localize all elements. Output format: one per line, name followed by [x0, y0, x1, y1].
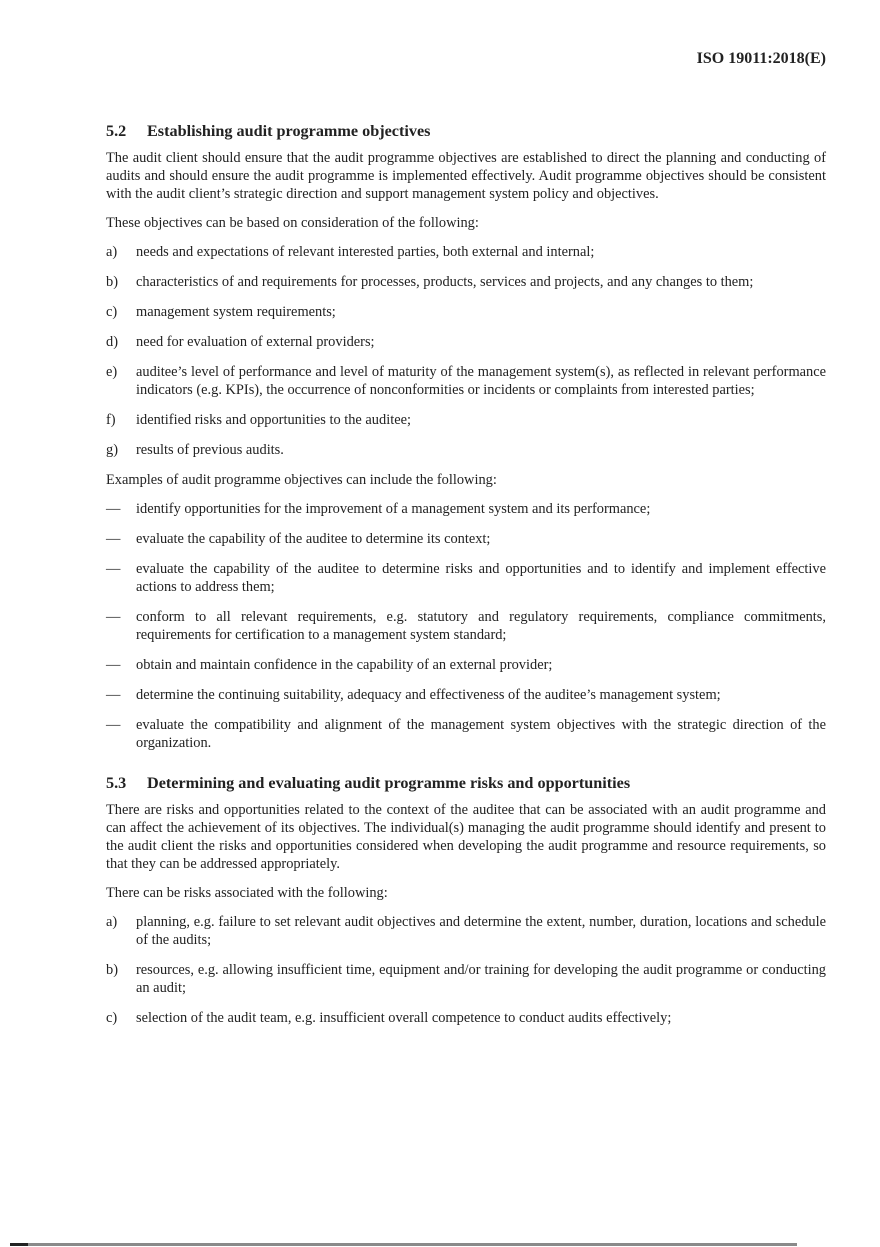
list-item [106, 1009, 826, 1027]
list-item [106, 303, 826, 321]
list-marker: a) [106, 244, 118, 260]
dash-marker: — [106, 717, 121, 733]
section-5-2-heading [106, 122, 826, 140]
list-text: needs and expectations of relevant interested parties, both external and internal; [136, 244, 595, 260]
dash-marker: — [106, 561, 121, 577]
list-item [106, 913, 826, 949]
list-text: identify opportunities for the improvement of a management system and its performance; [136, 501, 651, 517]
list-text: determine the continuing suitability, adequacy and effectiveness of the auditee’s management system; [136, 687, 721, 703]
list-text: resources, e.g. allowing insufficient time, equipment and/or training for developing the audit programme or conducting an audit; [136, 962, 826, 996]
list-text: characteristics of and requirements for processes, products, services and projects, and any changes to them; [136, 274, 754, 290]
list-item [106, 441, 826, 459]
list-text: management system requirements; [136, 304, 336, 320]
section-title: Establishing audit programme objectives [147, 122, 431, 140]
dash-list-item [106, 686, 826, 704]
list-text: results of previous audits. [136, 442, 284, 458]
list-marker: e) [106, 364, 118, 380]
list-item [106, 411, 826, 429]
list-text: need for evaluation of external providers; [136, 334, 375, 350]
list-marker: c) [106, 304, 118, 320]
list-item [106, 243, 826, 261]
list-text: auditee’s level of performance and level of maturity of the management system(s), as reflected in relevant performance indicators (e.g. KPIs), the occurrence of nonconformities or incidents or complaints from interested parties; [136, 364, 826, 398]
list-marker: b) [106, 274, 118, 290]
list-text: conform to all relevant requirements, e.g. statutory and regulatory requirements, compliance commitments, requirements for certification to a management system standard; [136, 609, 826, 643]
horizontal-scrollbar[interactable] [10, 1243, 797, 1246]
dash-marker: — [106, 501, 121, 517]
list-marker: b) [106, 962, 118, 978]
list-item [106, 333, 826, 351]
document-id-header: ISO 19011:2018(E) [696, 50, 826, 67]
scrollbar-thumb[interactable] [10, 1243, 28, 1246]
list-text: obtain and maintain confidence in the capability of an external provider; [136, 657, 553, 673]
list-item [106, 363, 826, 399]
list-text: evaluate the compatibility and alignment of the management system objectives with the strategic direction of the organization. [136, 717, 826, 751]
dash-marker: — [106, 687, 121, 703]
list-text: selection of the audit team, e.g. insufficient overall competence to conduct audits effectively; [136, 1010, 672, 1026]
dash-list-item [106, 560, 826, 596]
dash-marker: — [106, 609, 121, 625]
section-5-2-intro: The audit client should ensure that the audit programme objectives are established to direct the planning and conducting of audits and should ensure the audit programme is implemented effectively. Audit programme objectives should be consistent with the audit client’s strategic direction and support management system policy and objectives. [106, 150, 826, 202]
section-5-3-heading [106, 774, 826, 792]
section-number: 5.2 [106, 122, 127, 140]
document-body [106, 122, 826, 1039]
examples-lead-in: Examples of audit programme objectives can include the following: [106, 472, 497, 488]
list-text: evaluate the capability of the auditee to determine its context; [136, 531, 491, 547]
dash-marker: — [106, 531, 121, 547]
section-5-3-lead-in: There can be risks associated with the following: [106, 885, 388, 901]
list-text: planning, e.g. failure to set relevant audit objectives and determine the extent, number, duration, locations and schedule of the audits; [136, 914, 826, 948]
dash-list-item [106, 716, 826, 752]
dash-list-item [106, 656, 826, 674]
list-marker: d) [106, 334, 118, 350]
list-marker: g) [106, 442, 118, 458]
dash-list-item [106, 608, 826, 644]
list-marker: a) [106, 914, 118, 930]
dash-marker: — [106, 657, 121, 673]
dash-list-item [106, 500, 826, 518]
list-marker: f) [106, 412, 116, 428]
section-5-2-lead-in: These objectives can be based on consideration of the following: [106, 215, 479, 231]
list-item [106, 273, 826, 291]
list-item [106, 961, 826, 997]
dash-list-item [106, 530, 826, 548]
list-text: identified risks and opportunities to the auditee; [136, 412, 411, 428]
list-text: evaluate the capability of the auditee to determine risks and opportunities and to identify and implement effective actions to address them; [136, 561, 826, 595]
section-title: Determining and evaluating audit programme risks and opportunities [147, 774, 631, 792]
section-5-3-intro: There are risks and opportunities related to the context of the auditee that can be associated with an audit programme and can affect the achievement of its objectives. The individual(s) managing the audit programme should identify and present to the audit client the risks and opportunities considered when developing the audit programme and resource requirements, so that they can be addressed appropriately. [106, 802, 826, 872]
list-marker: c) [106, 1010, 118, 1026]
section-number: 5.3 [106, 774, 127, 792]
